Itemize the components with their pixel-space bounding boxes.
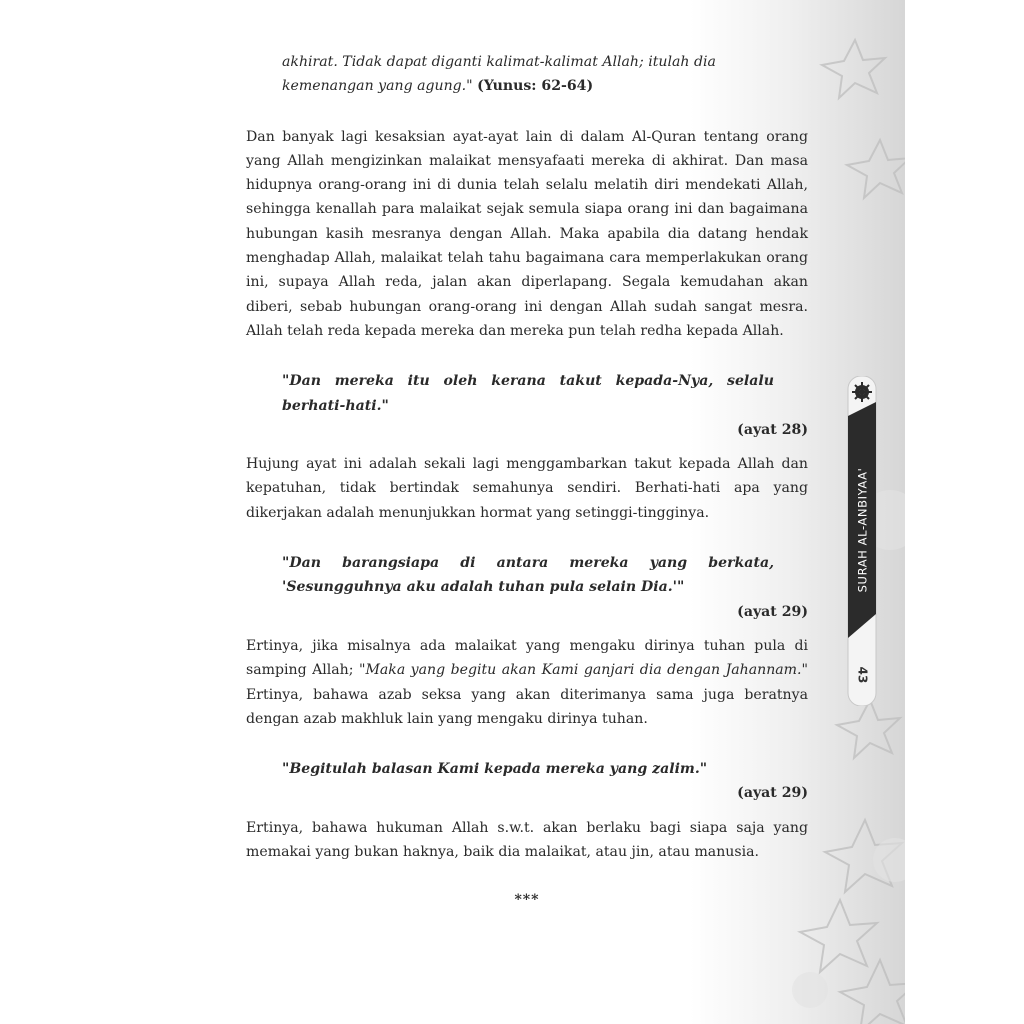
quote-top-line1: akhirat. Tidak dapat diganti kalimat-kalimat Allah; itulah dia bbox=[282, 54, 716, 70]
page-outer-margin bbox=[905, 0, 1024, 1024]
paragraph3-text-end: Ertinya, bahawa azab seksa yang akan diterimanya sama juga beratnya dengan azab makhluk lain yang mengaku dirinya tuhan. bbox=[246, 686, 808, 727]
body-paragraph-2: Hujung ayat ini adalah sekali lagi menggambarkan takut kepada Allah dan kepatuhan, tidak bertindak semahunya sendiri. Berhati-hati apa yang dikerjakan adalah menunjukkan hormat yang setinggi-tingginya. bbox=[246, 456, 808, 521]
verse-quote-1: "Dan mereka itu oleh kerana takut kepada-Nya, selalu berhati-hati." bbox=[282, 373, 774, 414]
quote-top-line2: kemenangan yang agung." bbox=[282, 78, 473, 95]
verse-quote-3: "Begitulah balasan Kami kepada mereka yang zalim." bbox=[282, 761, 708, 778]
chapter-title-vertical bbox=[849, 440, 875, 620]
paragraph3-text-start: Ertinya, jika misalnya ada malaikat yang mengaku dirinya tuhan pula di samping Allah; bbox=[246, 637, 808, 679]
verse-quote-2: "Dan barangsiapa di antara mereka yang berkata, 'Sesungguhnya aku adalah tuhan pula selain Dia.'" bbox=[282, 555, 774, 596]
quote-reference: (Yunus: 62-64) bbox=[477, 78, 594, 95]
page-number bbox=[849, 660, 875, 690]
ayat-reference-2: (ayat 29) bbox=[737, 603, 808, 620]
ornament-icon bbox=[852, 382, 872, 402]
page-number-text: 43 bbox=[854, 666, 869, 684]
chapter-title-text: SURAH AL-ANBIYAA' bbox=[855, 467, 869, 593]
ayat-reference-1: (ayat 28) bbox=[737, 421, 808, 438]
main-text-column bbox=[246, 50, 808, 913]
body-paragraph-4: Ertinya, bahawa hukuman Allah s.w.t. akan berlaku bagi siapa saja yang memakai yang bukan haknya, baik dia malaikat, atau jin, atau manusia. bbox=[246, 819, 808, 861]
body-paragraph-3 bbox=[246, 634, 808, 731]
paragraph3-italic-quote: "Maka yang begitu akan Kami ganjari dia dengan Jahannam." bbox=[358, 662, 808, 679]
ayat-reference-3: (ayat 29) bbox=[737, 785, 808, 802]
body-paragraph-1: Dan banyak lagi kesaksian ayat-ayat lain di dalam Al-Quran tentang orang yang Allah mengizinkan malaikat mensyafaati mereka di akhirat. Dan masa hidupnya orang-orang ini di dunia telah selalu melatih diri mendekati Allah, sehingga kenallah para malaikat sejak semula siapa orang ini dan bagaimana hubungan kasih mesranya dengan Allah. Maka apabila dia datang hendak menghadap Allah, malaikat telah tahu bagaimana cara memperlakukan orang ini, supaya Allah reda, jalan akan diperlapang. Segala kemudahan akan diberi, sebab hubungan orang-orang ini dengan Allah sudah sangat mesra. Allah telah reda kepada mereka dan mereka pun telah redha kepada Allah. bbox=[246, 128, 808, 339]
quote-continuation bbox=[282, 50, 774, 99]
section-separator: *** bbox=[514, 892, 540, 909]
